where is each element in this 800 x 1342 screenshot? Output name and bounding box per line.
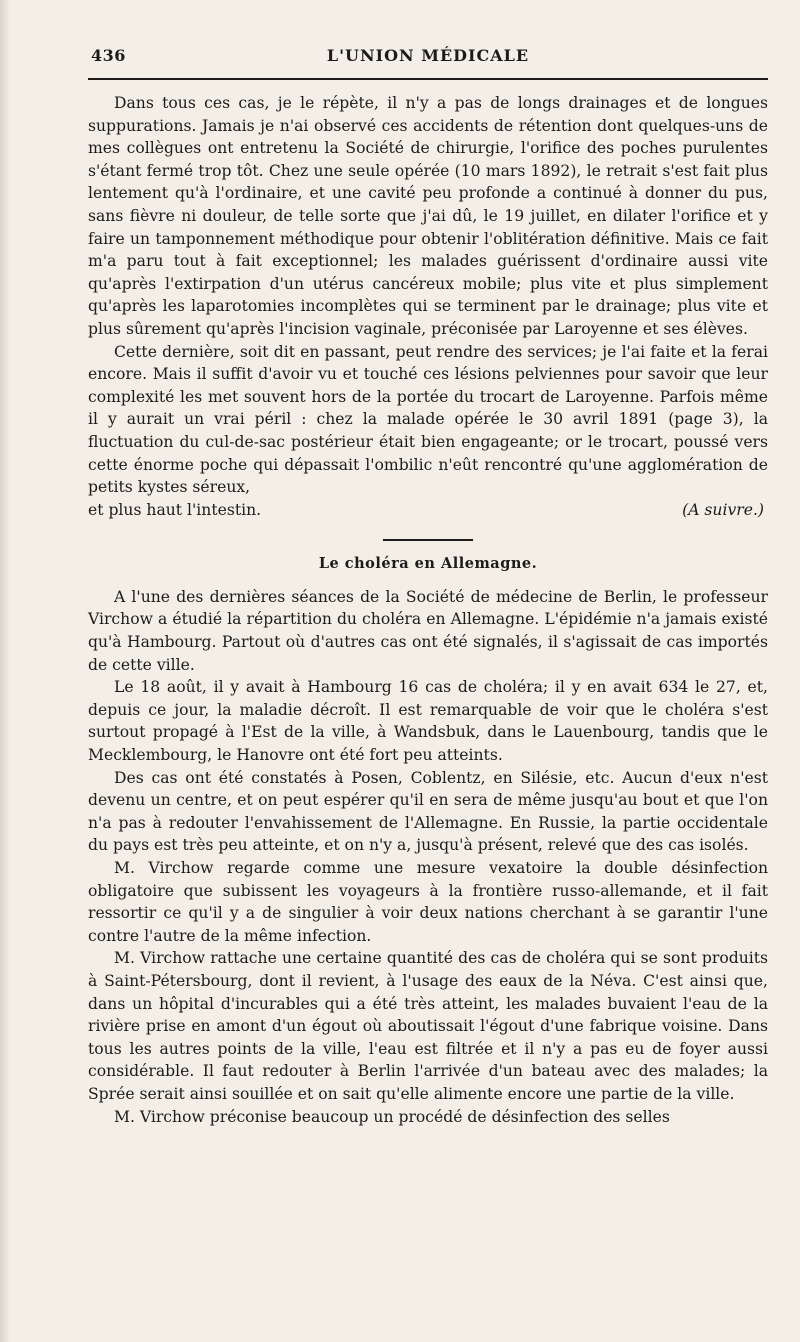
paragraph: M. Virchow préconise beaucoup un procédé de désinfection des selles (114, 1107, 670, 1126)
paragraph: M. Virchow rattache une certaine quantité des cas de choléra qui se sont produits à Saint-Pétersbourg, dont il revient, à l'usage des eaux de la Néva. C'est ainsi que, dans un hôpital d'incurables qui a été très atteint, les malades buvaient l'eau de la rivière prise en amont d'un égout où aboutissait l'égout d'une fabrique voisine. Dans tous les autres points de la ville, l'eau est filtrée et il n'y a pas eu de foyer aussi considérable. Il faut redouter à Berlin l'arrivée d'un bateau avec des malades; la Sprée serait ainsi souillée et on sait qu'elle alimente encore une partie de la ville. (88, 949, 768, 1103)
paragraph: Des cas ont été constatés à Posen, Coblentz, en Silésie, etc. Aucun d'eux n'est devenu un centre, et on peut espérer qu'il en sera de même jusqu'au bout et que l'on n'a pas à redouter l'envahissement de l'Allemagne. En Russie, la partie occidentale du pays est très peu atteinte, et on n'y a, jusqu'à présent, relevé que des cas isolés. (88, 768, 768, 855)
header-rule (88, 78, 768, 80)
last-line-text: et plus haut l'intestin. (88, 500, 262, 519)
section-divider (383, 539, 473, 541)
paragraph: Le 18 août, il y avait à Hambourg 16 cas de choléra; il y en avait 634 le 27, et, depuis ce jour, la maladie décroît. Il est remarquable de voir que le choléra s'est surtout propagé à l'Est de la ville, à Wandsbuk, dans le Lauenbourg, tandis que le Mecklembourg, le Hanovre ont été fort peu atteints. (88, 678, 768, 765)
to-be-continued-note: (A suivre.) (682, 500, 764, 519)
page-body (88, 92, 768, 1128)
page-number: 436 (91, 46, 126, 65)
running-head: L'UNION MÉDICALE (326, 46, 530, 65)
paragraph: Cette dernière, soit dit en passant, peut rendre des services; je l'ai faite et la ferai encore. Mais il suffit d'avoir vu et touché ces lésions pelviennes pour savoir que leur complexité les met souvent hors de la portée du trocart de Laroyenne. Parfois même il y aurait un vrai péril : chez la malade opérée le 30 avril 1891 (page 3), la fluctuation du cul-de-sac postérieur était bien engageante; or le trocart, poussé vers cette énorme poche qui dépassait l'ombilic n'eût rencontré qu'une agglomération de petits kystes séreux, (88, 342, 768, 497)
last-line-with-continuation (88, 499, 768, 522)
article-title: Le choléra en Allemagne. (318, 555, 538, 573)
paragraph: Dans tous ces cas, je le répète, il n'y a pas de longs drainages et de longues suppurations. Jamais je n'ai observé ces accidents de rétention dont quelques-uns de mes collègues ont entretenu la Société de chirurgie, l'orifice des poches purulentes s'étant fermé trop tôt. Chez une seule opérée (10 mars 1892), le retrait s'est fait plus lentement qu'à l'ordinaire, et une cavité peu profonde a continué à donner du pus, sans fièvre ni douleur, de telle sorte que j'ai dû, le 19 juillet, en dilater l'orifice et y faire un tamponnement méthodique pour obtenir l'oblitération définitive. Mais ce fait m'a paru tout à fait exceptionnel; les malades guérissent d'ordinaire aussi vite qu'après l'extirpation d'un utérus cancéreux mobile; plus vite et plus simplement qu'après les laparotomies incomplètes qui se terminent par le drainage; plus vite et plus sûrement qu'après l'incision vaginale, préconisée par Laroyenne et ses élèves. (88, 94, 768, 338)
paragraph: A l'une des dernières séances de la Société de médecine de Berlin, le professeur Virchow a étudié la répartition du choléra en Allemagne. L'épidémie n'a jamais existé qu'à Hambourg. Partout où d'autres cas ont été signalés, il s'agissait de cas importés de cette ville. (88, 587, 768, 674)
article-cholera (88, 553, 768, 1128)
page-edge-shadow (0, 0, 10, 1342)
article-continuation (88, 92, 768, 521)
page-header (88, 46, 768, 70)
paragraph: M. Virchow regarde comme une mesure vexatoire la double désinfection obligatoire que subissent les voyageurs à la frontière russo-allemande, et il fait ressortir ce qu'il y a de singulier à voir deux nations cherchant à se garantir l'une contre l'autre de la même infection. (88, 859, 768, 945)
